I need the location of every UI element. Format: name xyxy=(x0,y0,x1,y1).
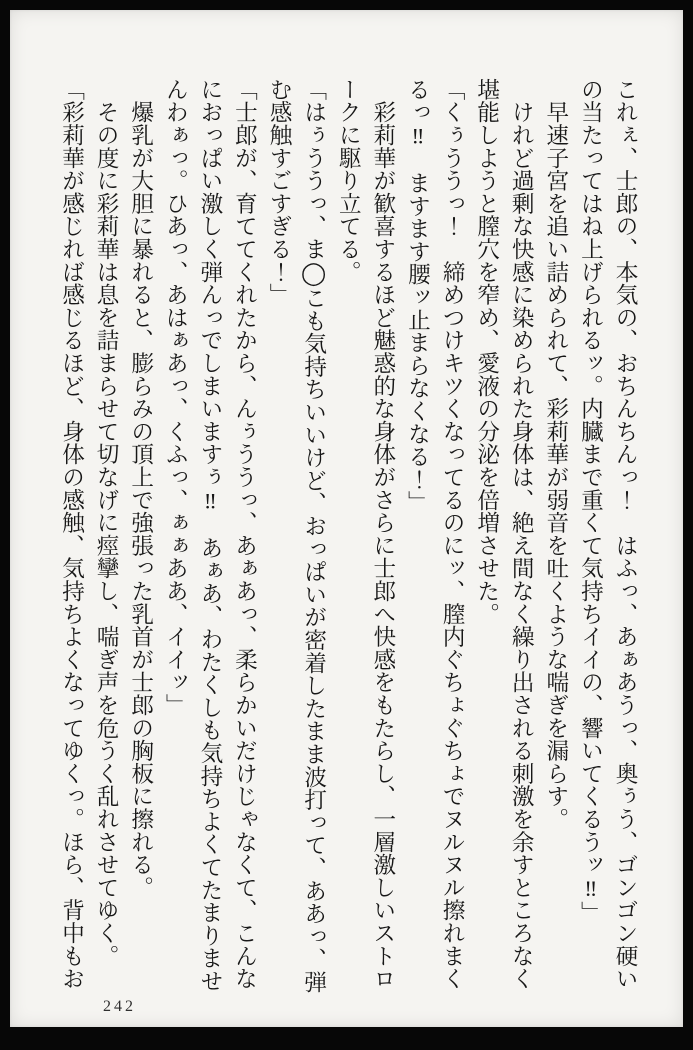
text-line: 「彩莉華が感じれば感じるほど、身体の感触、気持ちよくなってゆくっ。ほら、背中もお xyxy=(59,78,85,990)
text-line: 爆乳が大胆に暴れると、膨らみの頂上で強張った乳首が士郎の胸板に擦れる。 xyxy=(128,78,154,899)
text-line: む感触すごすぎる！」 xyxy=(267,78,293,306)
text-line: 「はぅううっ、ま◯こも気持ちいいけど、おっぱいが密着したまま波打って、ああっ、弾 xyxy=(301,78,327,994)
text-line: その度に彩莉華は息を詰まらせて切なげに痙攣し、喘ぎ声を危うく乱れさせてゆく。 xyxy=(94,78,120,968)
text-line: におっぱい激しく弾んっでしまいますぅ‼ あぁあ、わたくしも気持ちよくてたまりませ xyxy=(197,78,223,993)
text-line: ークに駆り立てる。 xyxy=(336,78,362,284)
text-line: るっ‼ ますます腰ッ止まらなくなる！」 xyxy=(405,78,431,514)
text-line: 堪能しようと膣穴を窄め、愛液の分泌を倍増させた。 xyxy=(474,78,500,626)
text-line: 「士郎が、育ててくれたから、んぅううっ、あぁあっ、柔らかいだけじゃなくて、こんな xyxy=(232,78,258,990)
page-number: 242 xyxy=(103,998,136,1015)
text-line: これぇ、士郎の、本気の、おちんちんっ！ はふっ、あぁあうっ、奥ぅう、ゴンゴン硬い xyxy=(613,78,638,990)
text-line: 彩莉華が歓喜するほど魅惑的な身体がさらに士郎へ快感をもたらし、一層激しいストロ xyxy=(370,78,396,990)
text-line: の当たってはね上げられるッ。内臓まで重くて気持ちイイの、響いてくるうッ‼」 xyxy=(578,78,604,924)
text-line: けれど過剰な快感に染められた身体は、絶え間なく繰り出される刺激を余すところなく xyxy=(509,78,535,990)
text-line: 早速子宮を追い詰められて、彩莉華が弱音を吐くような喘ぎを漏らす。 xyxy=(543,78,569,831)
book-page xyxy=(10,10,683,1027)
text-line: 「くぅううっ！ 締めつけキツくなってるのにッ、膣内ぐちょぐちょでヌルヌル擦れまく xyxy=(440,78,466,990)
text-line: んわぁっ。ひあっ、あはぁあっ、くふっ、ぁぁああ、イイッ」 xyxy=(163,78,189,717)
vertical-text-block xyxy=(54,78,642,994)
